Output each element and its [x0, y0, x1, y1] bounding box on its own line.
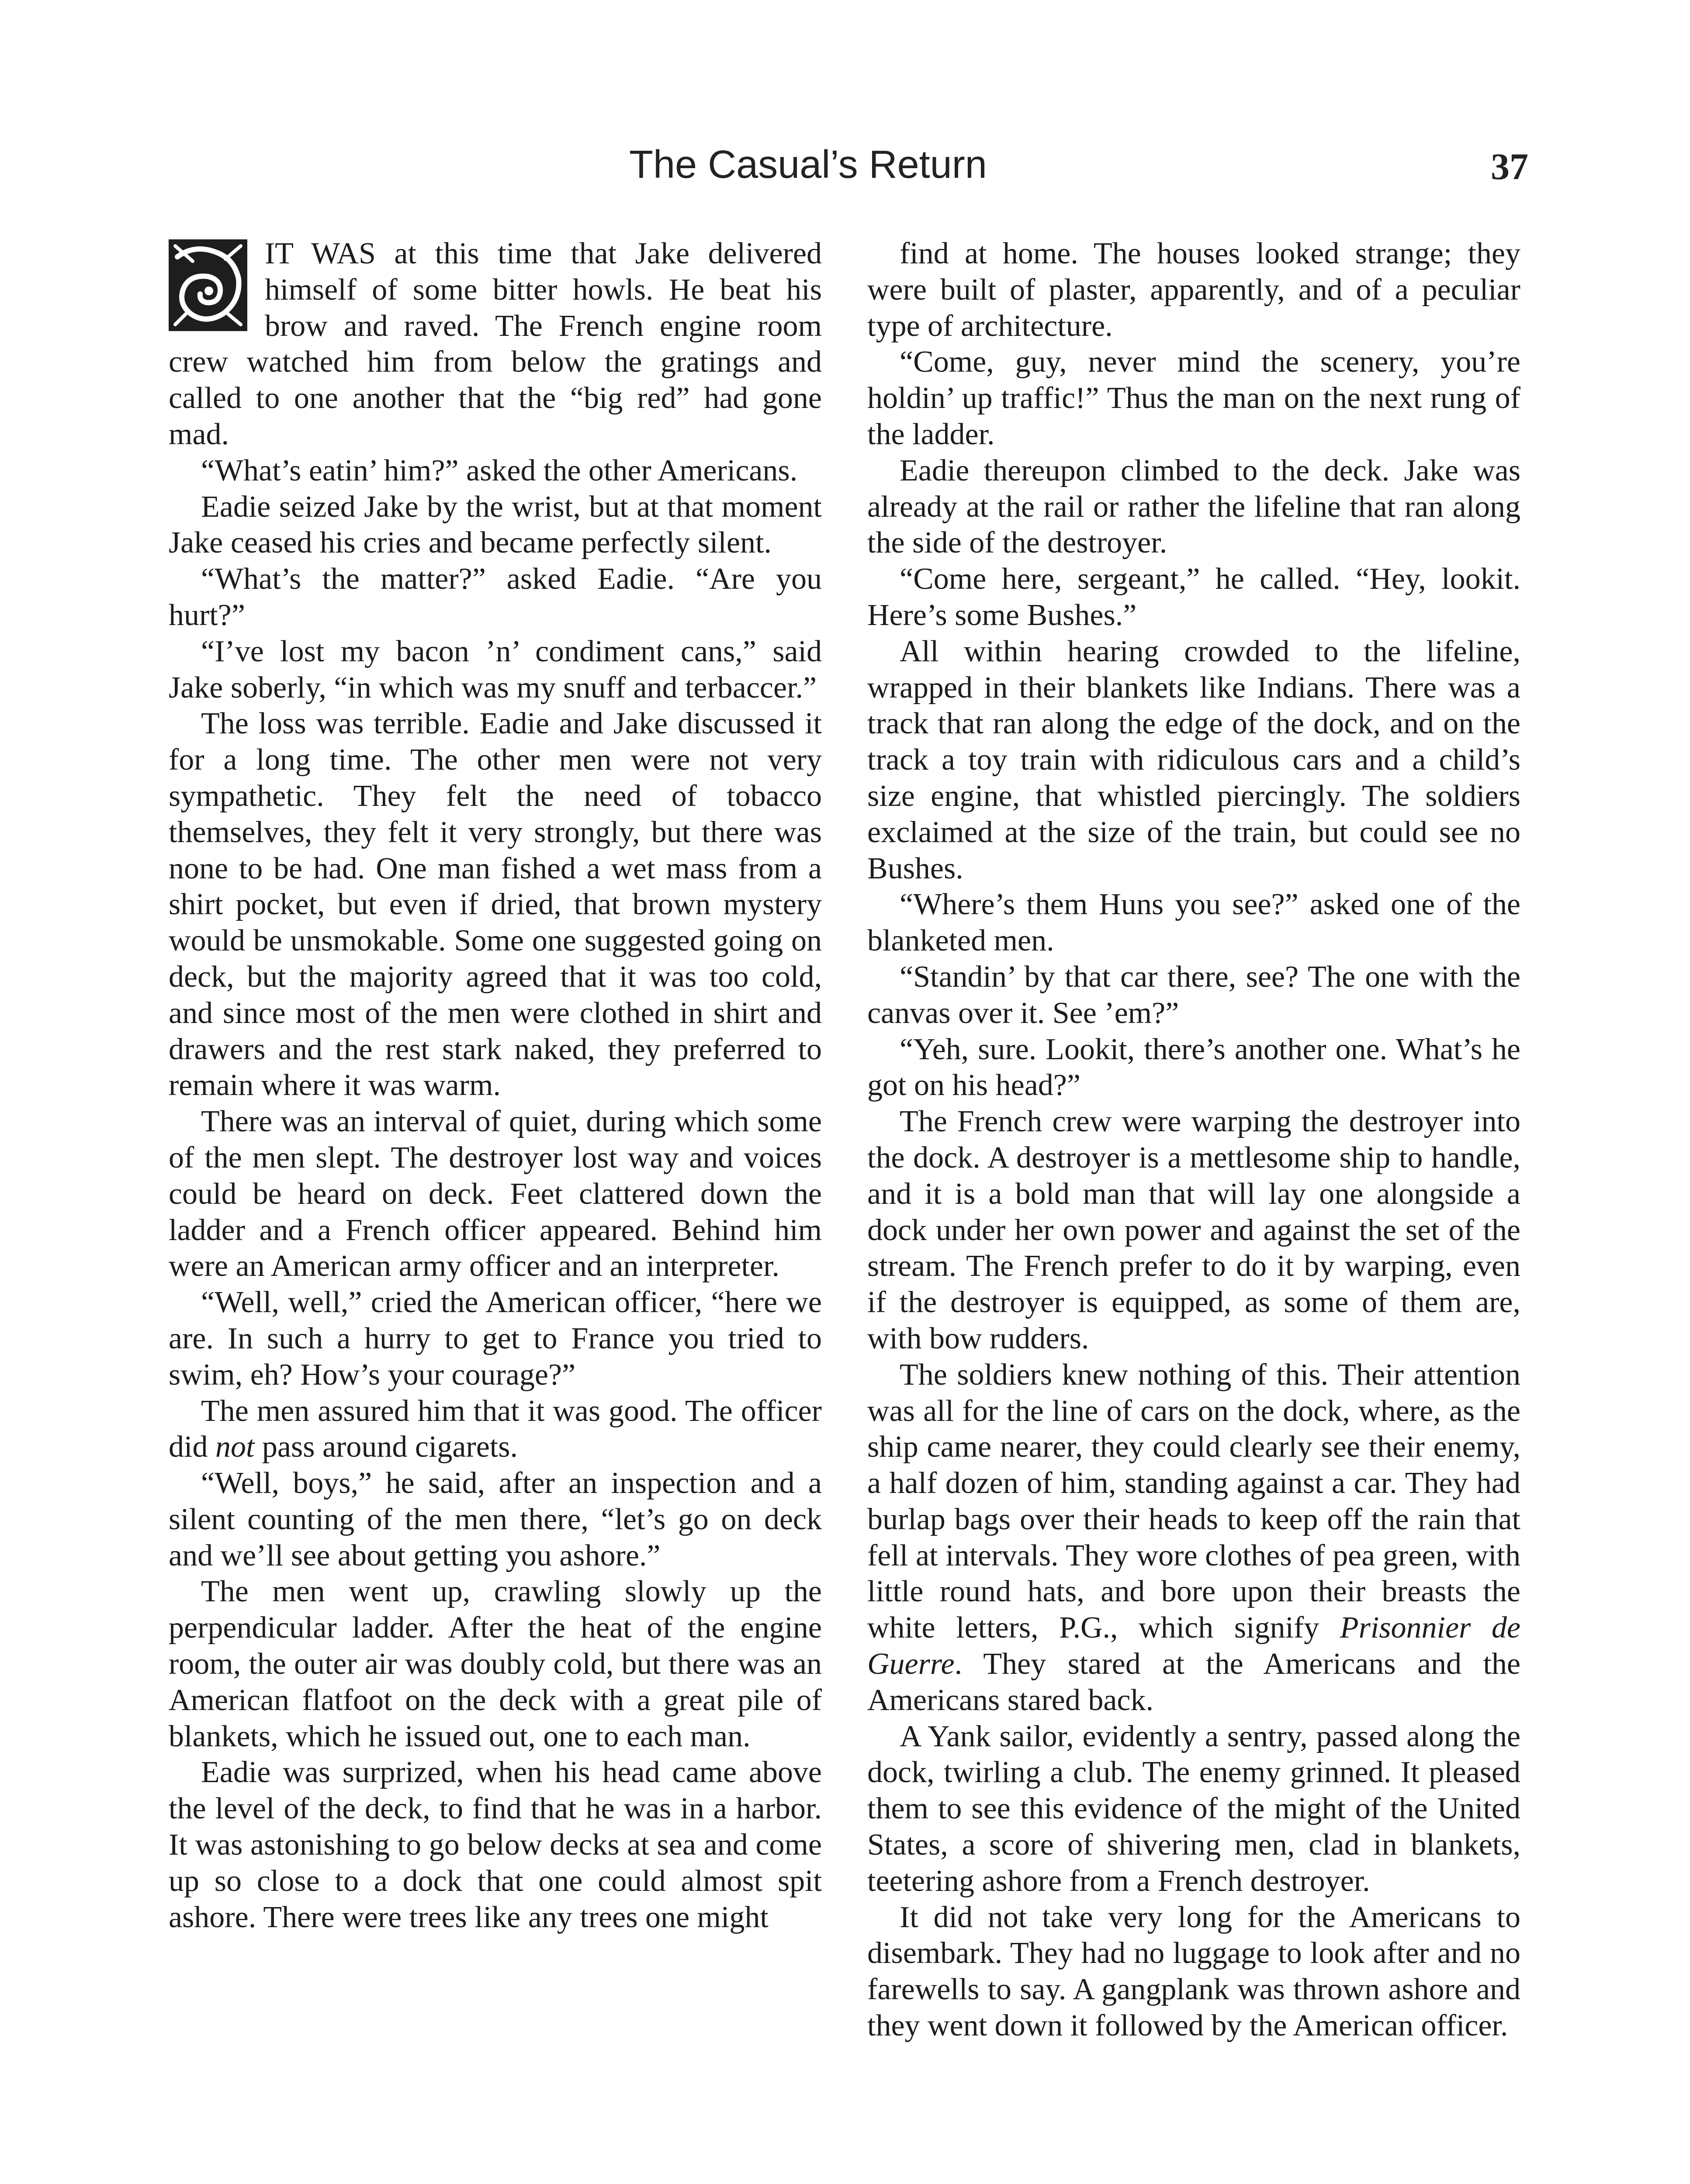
left-column-paragraph: Eadie was surprized, when his head came above the level of the deck, to find that he was in a harbor. It was astonishing to go below decks at sea and come up so close to a dock that one could almost spit ashore. There were trees like any trees one might: [169, 1755, 822, 1934]
left-column-paragraph: The men went up, crawling slowly up the perpendicular ladder. After the heat of the engine room, the outer air was doubly cold, but there was an American flatfoot on the deck with a great pile of blankets, which he issued out, one to each man.: [169, 1575, 822, 1753]
left-column-paragraph: “What’s eatin’ him?” asked the other Americans.: [201, 453, 798, 487]
right-text-column: [867, 236, 1520, 2044]
right-column-paragraph: “Yeh, sure. Lookit, there’s another one. What’s he got on his head?”: [867, 1032, 1520, 1102]
running-head-title: The Casual’s Return: [629, 143, 987, 187]
right-column-paragraph: The soldiers knew nothing of this. Their attention was all for the line of cars on the dock, where, as the ship came nearer, they could clearly see their enemy, a half dozen of him, standing against a car. They had burlap bags over their heads to keep off the rain that fell at intervals. They wore clothes of pea green, with little round hats, and bore upon their breasts the white letters, P.G., which signify Prisonnier de Guerre. They stared at the Americans and the Americans stared back.: [867, 1358, 1520, 1717]
italic-emphasis: Prisonnier de Guerre: [867, 1611, 1520, 1681]
right-column-paragraph: All within hearing crowded to the lifeline, wrapped in their blankets like Indians. There was a track that ran along the edge of the dock, and on the track a toy train with ridiculous cars and a child’s size engine, that whistled piercingly. The soldiers exclaimed at the size of the train, but could see no Bushes.: [867, 634, 1520, 885]
left-column-paragraph: IT WAS at this time that Jake delivered himself of some bitter howls. He beat his brow and raved. The French engine room crew watched him from below the gratings and called to one another that the “big red” had gone mad.: [169, 237, 822, 451]
left-column-paragraph: There was an interval of quiet, during which some of the men slept. The destroyer lost way and voices could be heard on deck. Feet clattered down the ladder and a French officer appeared. Behind him were an American army officer and an interpreter.: [169, 1105, 822, 1283]
left-column-paragraph: The men assured him that it was good. The officer did not pass around cigarets.: [169, 1394, 822, 1464]
right-column-paragraphs: [867, 236, 1520, 2044]
right-column-paragraph: A Yank sailor, evidently a sentry, passed along the dock, twirling a club. The enemy grinned. It pleased them to see this evidence of the might of the United States, a score of shivering men, clad in blankets, teetering ashore from a French destroyer.: [867, 1719, 1520, 1898]
italic-emphasis: not: [215, 1430, 255, 1464]
left-column-paragraph: “I’ve lost my bacon ’n’ condiment cans,” said Jake soberly, “in which was my snuff and terbaccer.”: [169, 634, 822, 705]
left-column-paragraph: “Well, well,” cried the American officer, “here we are. In such a hurry to get to France you tried to swim, eh? How’s your courage?”: [169, 1286, 822, 1392]
left-column-paragraph: Eadie seized Jake by the wrist, but at that moment Jake ceased his cries and became perfectly silent.: [169, 490, 822, 560]
ornamental-initial-icon: [169, 239, 247, 331]
left-text-column: [169, 236, 822, 1935]
right-column-paragraph: It did not take very long for the Americans to disembark. They had no luggage to look after and no farewells to say. A gangplank was thrown ashore and they went down it followed by the American officer.: [867, 1900, 1520, 2043]
right-column-paragraph: “Come here, sergeant,” he called. “Hey, lookit. Here’s some Bushes.”: [867, 562, 1520, 632]
left-column-paragraphs: [169, 236, 822, 1935]
right-column-paragraph: “Standin’ by that car there, see? The one with the canvas over it. See ’em?”: [867, 960, 1520, 1030]
page-number: 37: [1491, 145, 1528, 187]
right-column-paragraph: “Where’s them Huns you see?” asked one of the blanketed men.: [867, 888, 1520, 958]
right-column-paragraph: The French crew were warping the destroyer into the dock. A destroyer is a mettlesome ship to handle, and it is a bold man that will lay one alongside a dock under her own power and against the set of the stream. The French prefer to do it by warping, even if the destroyer is equipped, as some of them are, with bow rudders.: [867, 1105, 1520, 1355]
left-column-paragraph: “Well, boys,” he said, after an inspection and a silent counting of the men there, “let’s go on deck and we’ll see about getting you ashore.”: [169, 1466, 822, 1572]
right-column-paragraph: “Come, guy, never mind the scenery, you’re holdin’ up traffic!” Thus the man on the next rung of the ladder.: [867, 345, 1520, 451]
right-column-paragraph: Eadie thereupon climbed to the deck. Jake was already at the rail or rather the lifeline that ran along the side of the destroyer.: [867, 453, 1520, 560]
left-column-paragraph: “What’s the matter?” asked Eadie. “Are you hurt?”: [169, 562, 822, 632]
right-column-paragraph: find at home. The houses looked strange; they were built of plaster, apparently, and of a peculiar type of architecture.: [867, 237, 1520, 343]
left-column-paragraph: The loss was terrible. Eadie and Jake discussed it for a long time. The other men were not very sympathetic. They felt the need of tobacco themselves, they felt it very strongly, but there was none to be had. One man fished a wet mass from a shirt pocket, but even if dried, that brown mystery would be unsmokable. Some one suggested going on deck, but the majority agreed that it was too cold, and since most of the men were clothed in shirt and drawers and the rest stark naked, they preferred to remain where it was warm.: [169, 707, 822, 1102]
